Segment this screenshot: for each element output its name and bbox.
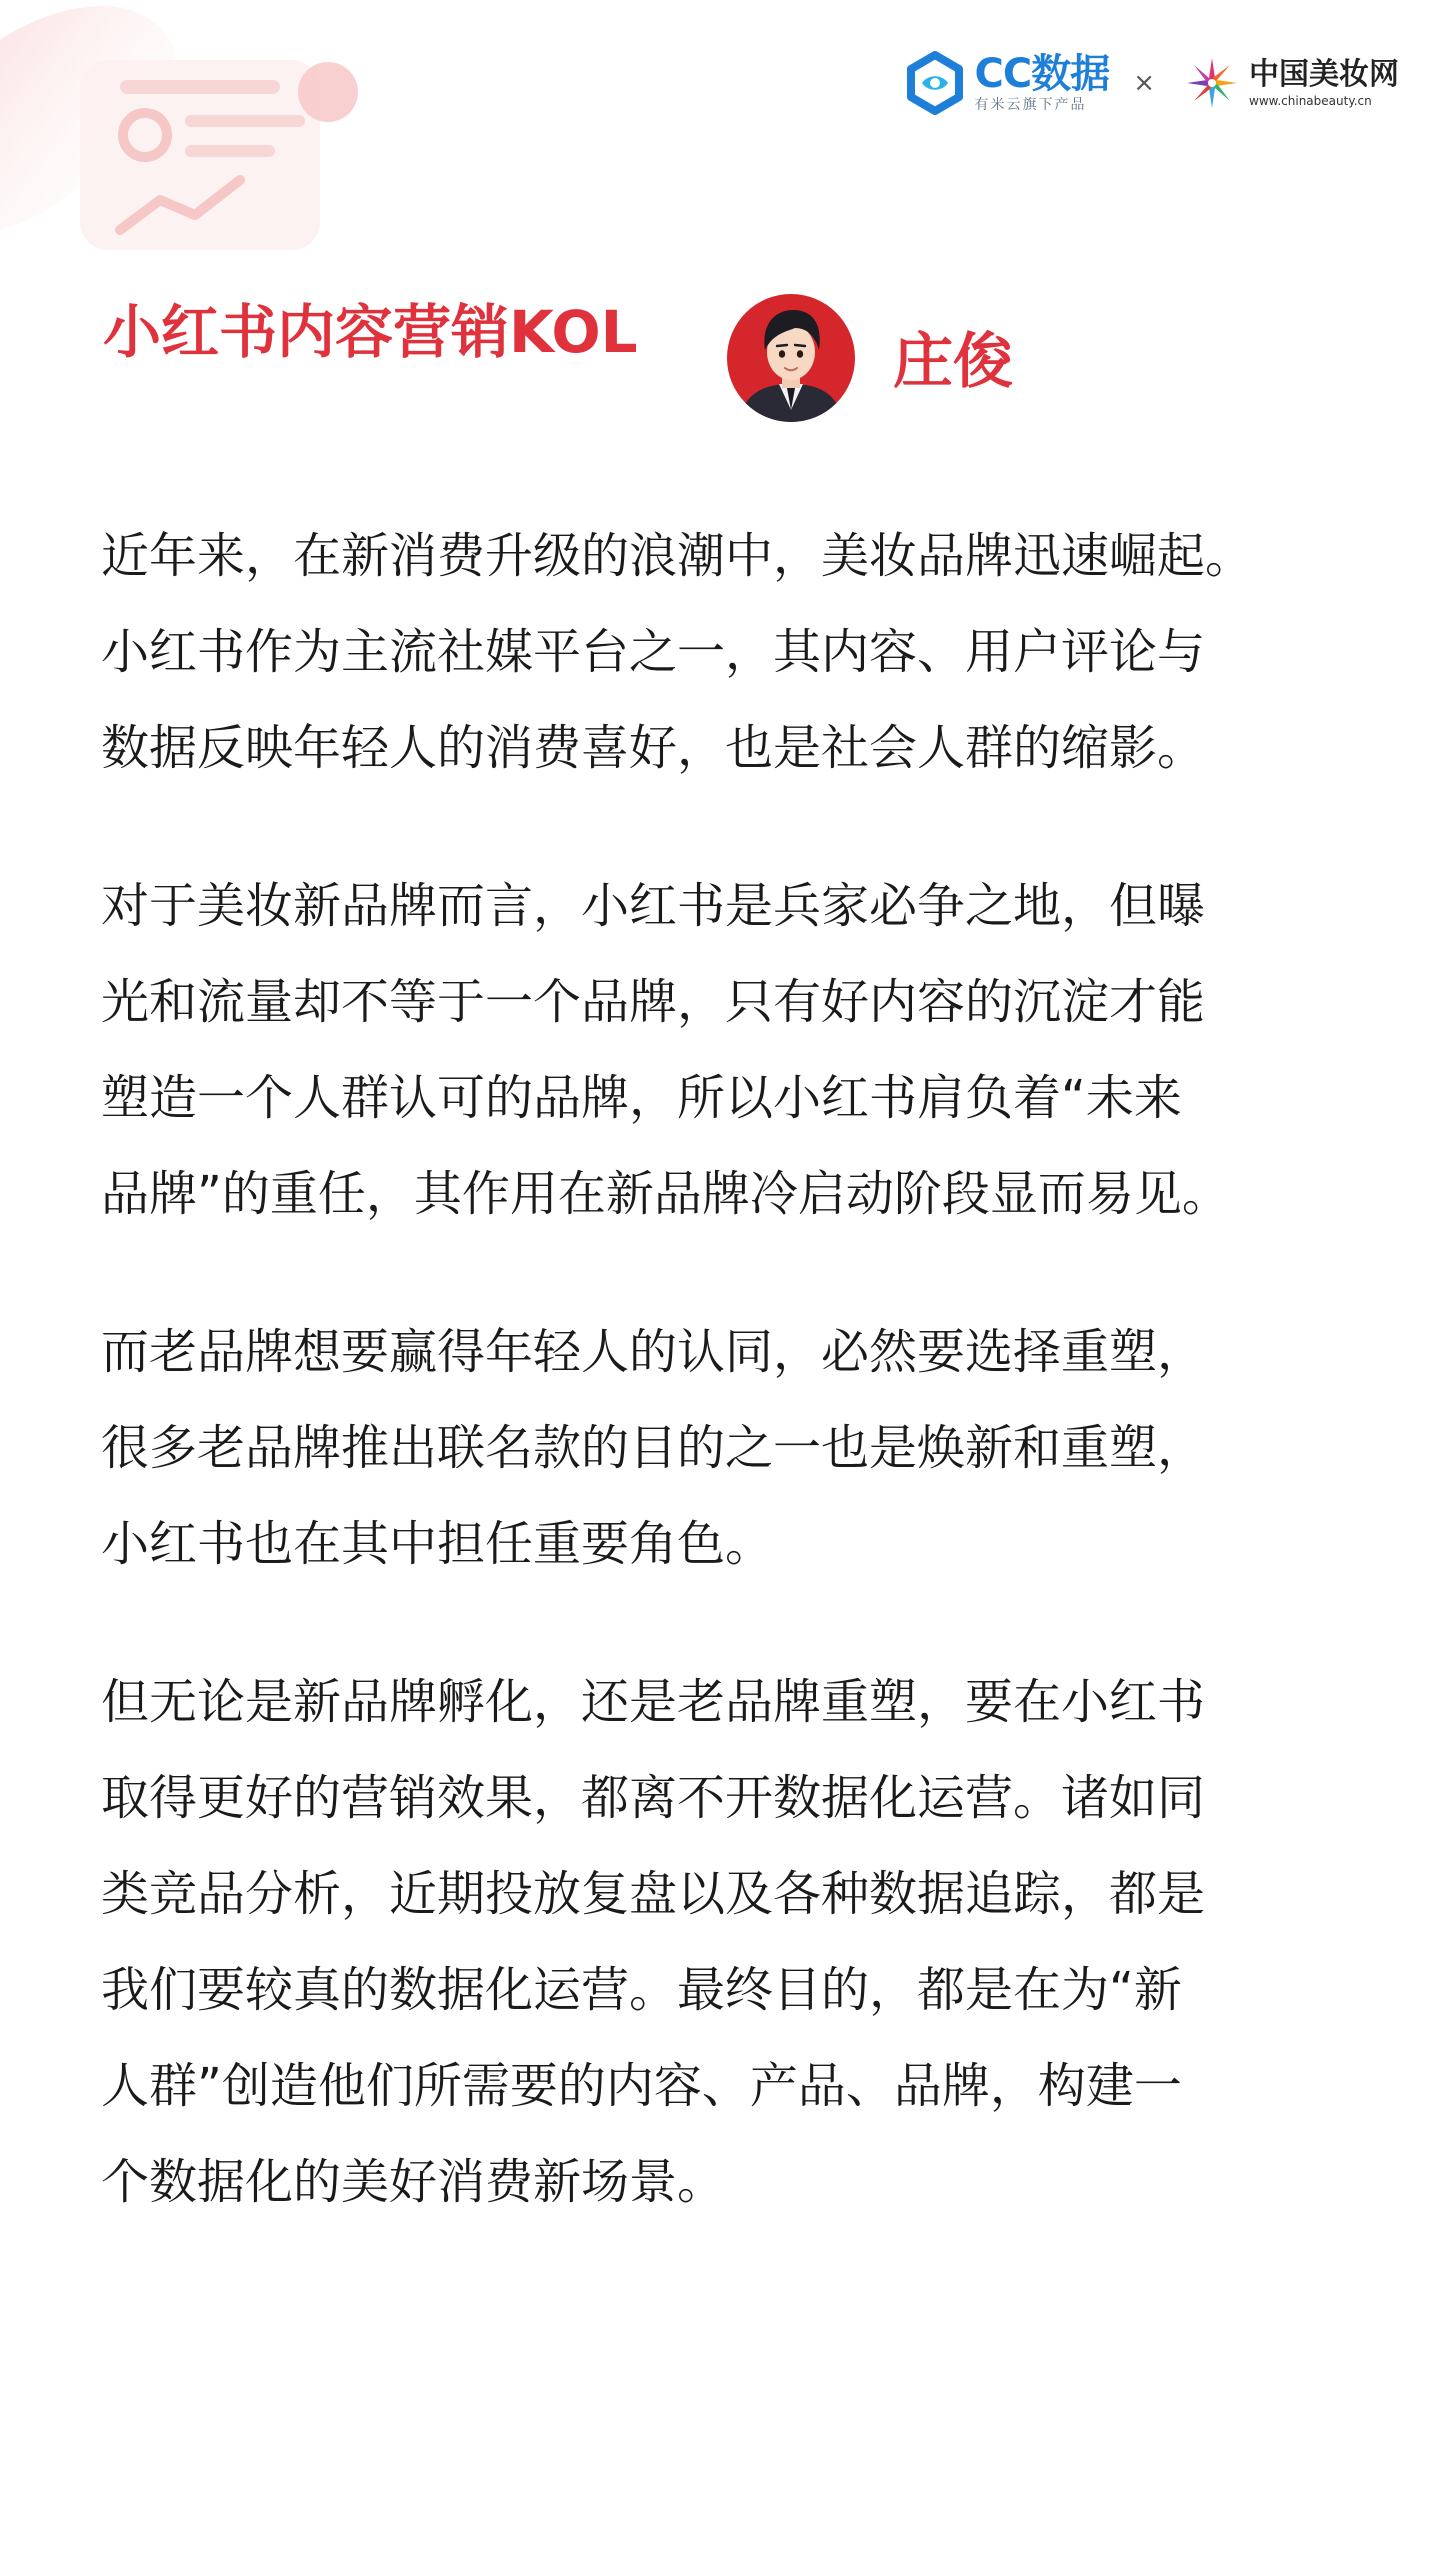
paragraph-line: 个数据化的美好消费新场景。 (101, 2154, 726, 2210)
decorative-illustration (0, 0, 400, 300)
article-paragraph-2 (101, 858, 1401, 1242)
author-avatar (725, 292, 857, 424)
paragraph-line: 对于美妆新品牌而言，小红书是兵家必争之地，但曝 (101, 878, 1206, 934)
paragraph-line: 小红书也在其中担任重要角色。 (101, 1516, 774, 1572)
cc-data-logo-icon (902, 50, 968, 116)
paragraph-line: 我们要较真的数据化运营。最终目的，都是在为“新 (101, 1962, 1182, 2018)
chinabeauty-logo-name: 中国美妆网 (1249, 57, 1399, 92)
chinabeauty-logo-icon (1179, 50, 1245, 116)
paragraph-line: 类竞品分析，近期投放复盘以及各种数据追踪，都是 (101, 1866, 1206, 1922)
paragraph-line: 数据反映年轻人的消费喜好，也是社会人群的缩影。 (101, 720, 1206, 776)
chinabeauty-logo-url: www.chinabeauty.cn (1249, 94, 1372, 108)
paragraph-line: 塑造一个人群认可的品牌，所以小红书肩负着“未来 (101, 1070, 1182, 1126)
paragraph-line: 很多老品牌推出联名款的目的之一也是焕新和重塑， (101, 1420, 1206, 1476)
paragraph-line: 光和流量却不等于一个品牌，只有好内容的沉淀才能 (101, 974, 1206, 1030)
author-name: 庄俊 (893, 327, 1013, 397)
paragraph-line: 但无论是新品牌孵化，还是老品牌重塑，要在小红书 (101, 1674, 1206, 1730)
paragraph-line: 小红书作为主流社媒平台之一，其内容、用户评论与 (101, 624, 1206, 680)
article-paragraph-4 (101, 1654, 1401, 2230)
cc-data-logo-subtitle: 有米云旗下产品 (974, 97, 1087, 113)
paragraph-line: 品牌”的重任，其作用在新品牌冷启动阶段显而易见。 (101, 1166, 1230, 1222)
header-logos (902, 46, 1399, 120)
cc-data-logo-name: CC数据 (974, 51, 1110, 97)
paragraph-line: 近年来，在新消费升级的浪潮中，美妆品牌迅速崛起。 (101, 528, 1254, 584)
paragraph-line: 人群”创造他们所需要的内容、产品、品牌，构建一 (101, 2058, 1182, 2114)
article-paragraph-1 (101, 508, 1401, 796)
page-title: 小红书内容营销KOL (103, 298, 638, 366)
article-paragraph-3 (101, 1304, 1401, 1592)
chinabeauty-logo (1179, 50, 1399, 116)
logo-separator: × (1133, 68, 1155, 98)
article-body (101, 508, 1401, 2292)
cc-data-logo (902, 50, 1109, 116)
paragraph-line: 而老品牌想要赢得年轻人的认同，必然要选择重塑， (101, 1324, 1206, 1380)
paragraph-line: 取得更好的营销效果，都离不开数据化运营。诸如同 (101, 1770, 1206, 1826)
